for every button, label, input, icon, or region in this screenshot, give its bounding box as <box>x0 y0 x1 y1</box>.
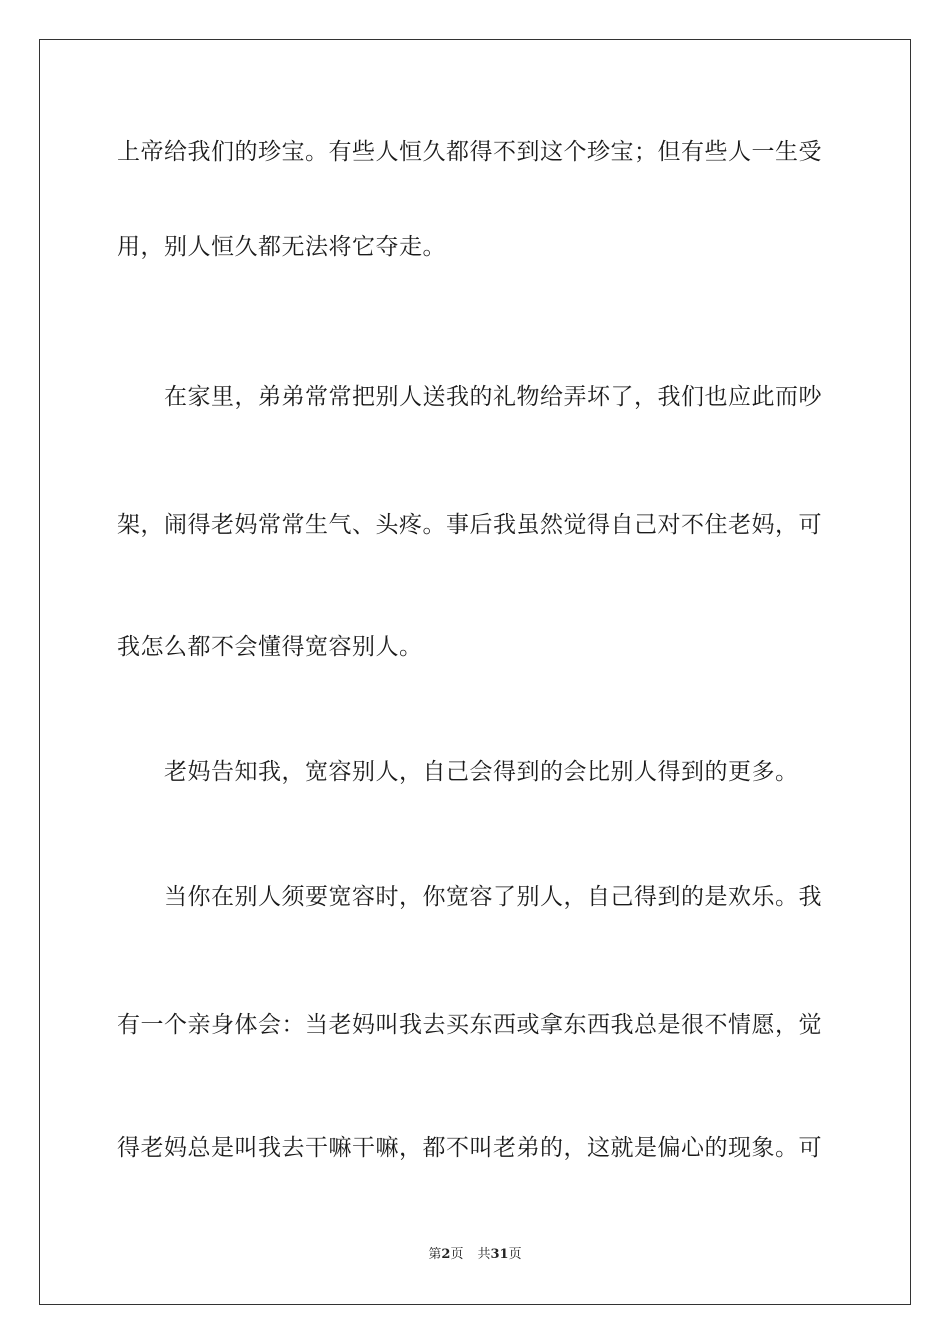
page-number: 2 <box>441 1247 451 1262</box>
body-line-4: 架，闹得老妈常常生气、头疼。事后我虽然觉得自己对不住老妈，可 <box>117 512 822 538</box>
page-footer <box>0 1246 950 1264</box>
body-line-1: 上帝给我们的珍宝。有些人恒久都得不到这个珍宝；但有些人一生受 <box>117 139 822 165</box>
total-pages: 31 <box>490 1247 509 1262</box>
body-line-8: 有一个亲身体会：当老妈叫我去买东西或拿东西我总是很不情愿，觉 <box>117 1012 822 1038</box>
page-prefix: 第 <box>428 1247 442 1262</box>
page-suffix: 页 <box>450 1247 464 1262</box>
body-line-9: 得老妈总是叫我去干嘛干嘛，都不叫老弟的，这就是偏心的现象。可 <box>117 1135 822 1161</box>
body-line-2: 用，别人恒久都无法将它夺走。 <box>117 234 446 260</box>
body-line-5: 我怎么都不会懂得宽容别人。 <box>117 634 423 660</box>
total-suffix: 页 <box>508 1247 522 1262</box>
body-line-7: 当你在别人须要宽容时，你宽容了别人，自己得到的是欢乐。我 <box>164 884 822 910</box>
page-border <box>39 39 911 1305</box>
body-line-6: 老妈告知我，宽容别人，自己会得到的会比别人得到的更多。 <box>164 759 799 785</box>
body-line-3: 在家里，弟弟常常把别人送我的礼物给弄坏了，我们也应此而吵 <box>164 384 822 410</box>
total-prefix: 共 <box>477 1247 491 1262</box>
